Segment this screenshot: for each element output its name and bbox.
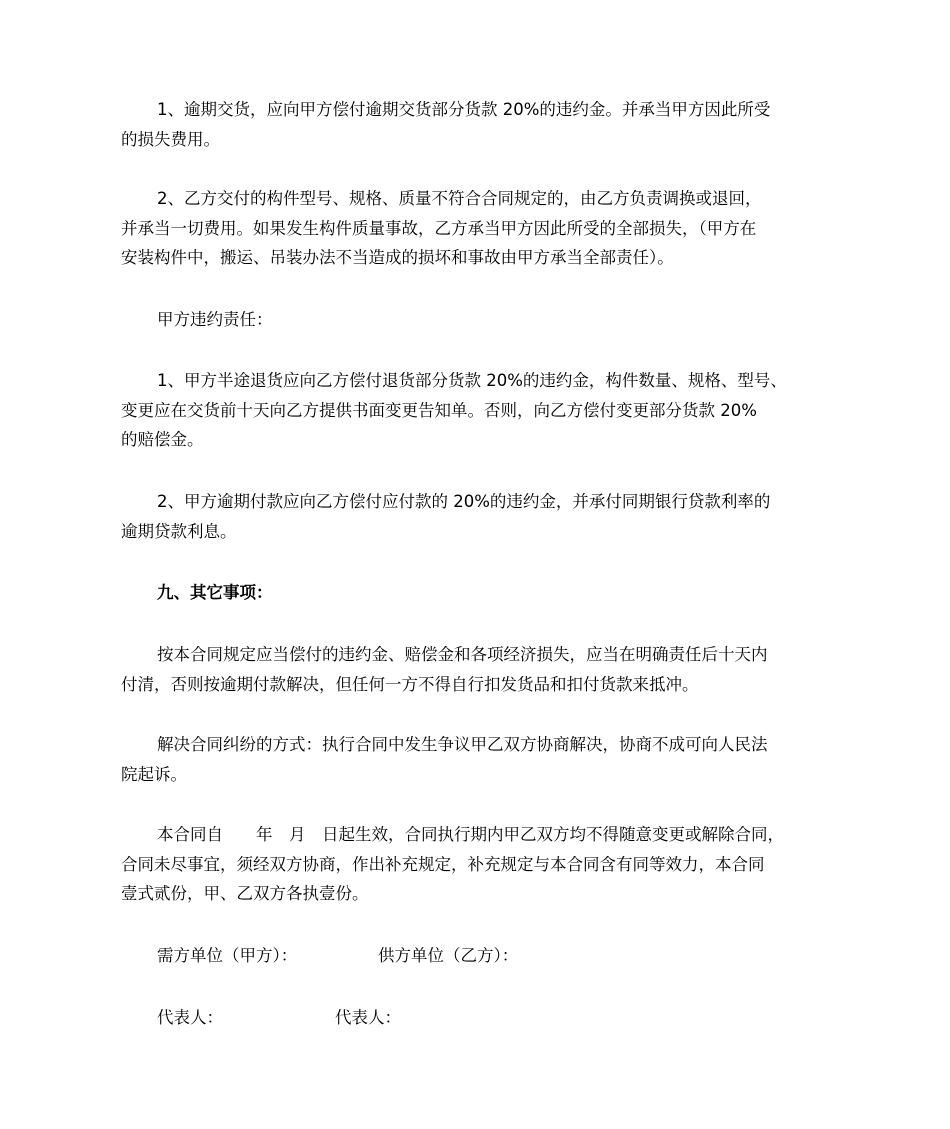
text-line: 的损失费用。 [121,129,220,149]
text-line: 2、乙方交付的构件型号、规格、质量不符合合同规定的，由乙方负责调换或退回， [157,189,762,208]
supplier-representative-label: 代表人： [335,1008,401,1027]
clause-late-payment [121,487,833,546]
text-line: 本合同自 年 月 日起生效，合同执行期内甲乙双方均不得随意变更或解除合同， [157,825,784,844]
text-line: 合同未尽事宜，须经双方协商，作出补充规定，补充规定与本合同含有同等效力，本合同 [121,854,765,874]
clause-dispute-resolution [121,730,833,789]
text-line: 按本合同规定应当偿付的违约金、赔偿金和各项经济损失，应当在明确责任后十天内 [157,645,768,664]
text-line: 1、逾期交货，应向甲方偿付逾期交货部分货款 20%的违约金。并承当甲方因此所受 [157,100,771,119]
text-line: 变更应在交货前十天向乙方提供书面变更告知单。否则，向乙方偿付变更部分货款 20% [121,400,757,420]
section-nine-heading [121,578,833,608]
text-line: 壹式贰份，甲、乙双方各执壹份。 [121,884,369,903]
buyer-representative-label: 代表人： [157,1008,223,1027]
text-line: 逾期贷款利息。 [121,521,237,541]
supplier-unit-label: 供方单位（乙方）： [378,946,519,965]
text-line: 甲方违约责任： [157,310,273,329]
clause-late-delivery [121,95,833,154]
text-line: 安装构件中，搬运、吊装办法不当造成的损坏和事故由甲方承当全部责任）。 [121,248,674,267]
buyer-unit-label: 需方单位（甲方）： [157,946,298,965]
clause-return-goods [121,366,833,455]
text-line: 2、甲方逾期付款应向乙方偿付应付款的 20%的违约金，并承付同期银行贷款利率的 [157,492,771,511]
clause-effective-date [121,820,833,909]
text-line: 九、其它事项： [157,583,273,602]
text-line: 并承当一切费用。如果发生构件质量事故，乙方承当甲方因此所受的全部损失，（甲方在 [121,218,757,238]
text-line: 的赔偿金。 [121,430,204,449]
party-a-liability-heading [121,305,833,335]
text-line: 1、甲方半途退货应向乙方偿付退货部分货款 20%的违约金，构件数量、规格、型号、 [157,371,787,390]
text-line: 解决合同纠纷的方式：执行合同中发生争议甲乙双方协商解决，协商不成可向人民法 [157,735,768,754]
clause-quality-nonconformity [121,184,833,273]
text-line: 院起诉。 [121,764,187,784]
clause-compensation-settlement [121,640,833,699]
text-line: 付清，否则按逾期付款解决，但任何一方不得自行扣发货品和扣付货款来抵冲。 [121,674,699,694]
